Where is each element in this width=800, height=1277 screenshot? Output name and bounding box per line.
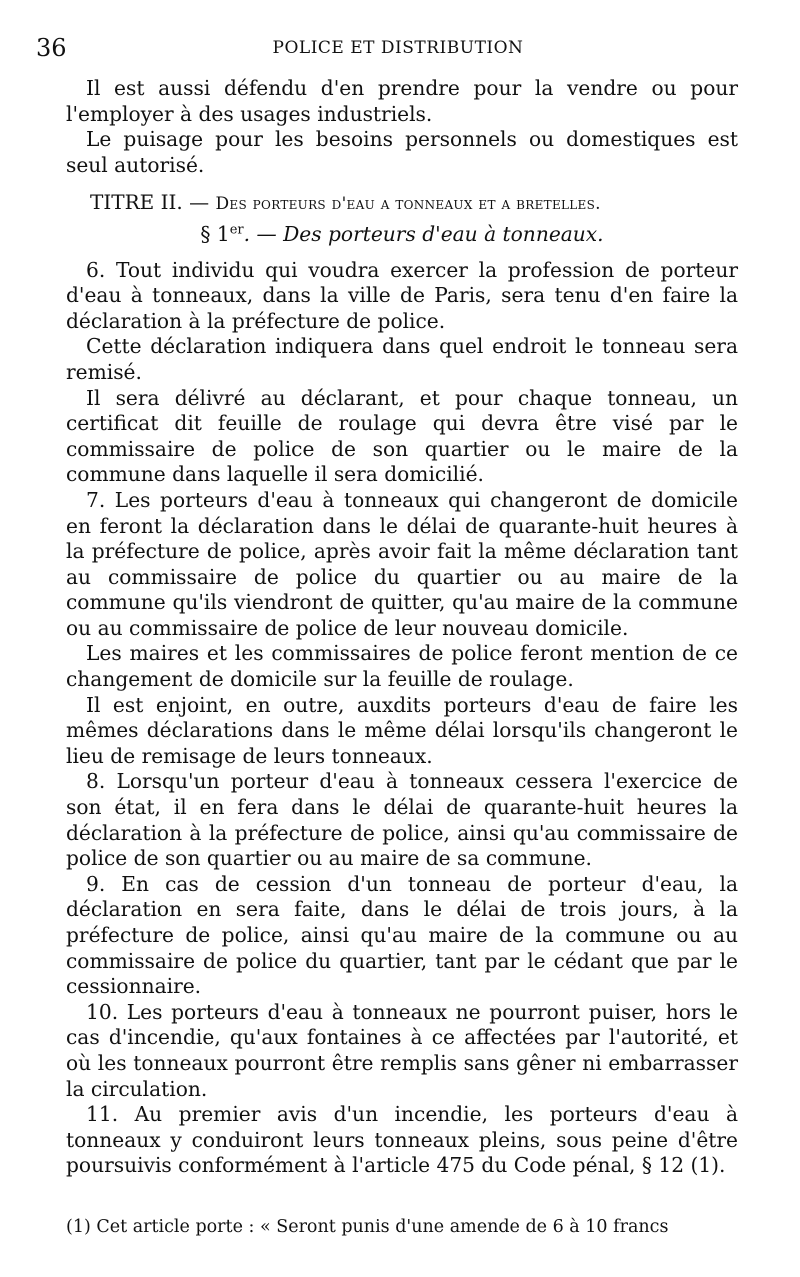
running-head: POLICE ET DISTRIBUTION — [272, 38, 524, 58]
page-body — [66, 76, 738, 1179]
article-7-mention: Les maires et les commissaires de police feront mention de ce changement de domicile sur la feuille de roulage. — [66, 641, 738, 692]
article-9: 9. En cas de cession d'un tonneau de porteur d'eau, la déclaration en sera faite, dans le délai de trois jours, à la préfecture de police, ainsi qu'au maire de la commune ou au commissaire de police du quartier, tant par le cédant que par le cessionnaire. — [66, 871, 738, 999]
section-prefix: § 1 — [200, 221, 230, 246]
page-header — [36, 34, 760, 68]
titre-text: Des porteurs d'eau a tonneaux et a bretelles. — [215, 194, 601, 215]
section-text: . — Des porteurs d'eau à tonneaux. — [243, 221, 604, 246]
section-heading — [66, 222, 738, 248]
article-11: 11. Au premier avis d'un incendie, les porteurs d'eau à tonneaux y conduiront leurs tonneaux pleins, sous peine d'être poursuivis conformément à l'article 475 du Code pénal, § 12 (1). — [66, 1102, 738, 1178]
article-8: 8. Lorsqu'un porteur d'eau à tonneaux cessera l'exercice de son état, il en fera dans le délai de quarante-huit heures la déclaration à la préfecture de police, ainsi qu'au commissaire de police de son quartier ou au maire de sa commune. — [66, 769, 738, 871]
page-number: 36 — [36, 34, 67, 62]
section-superscript: er — [229, 222, 244, 238]
article-7-remisage: Il est enjoint, en outre, auxdits porteurs d'eau de faire les mêmes déclarations dans le même délai lorsqu'ils changeront le lieu de remisage de leurs tonneaux. — [66, 692, 738, 768]
article-6: 6. Tout individu qui voudra exercer la profession de porteur d'eau à tonneaux, dans la ville de Paris, sera tenu d'en faire la déclaration à la préfecture de police. — [66, 257, 738, 333]
article-6-declaration: Cette déclaration indiquera dans quel endroit le tonneau sera remisé. — [66, 334, 738, 384]
paragraph-puisage: Le puisage pour les besoins personnels ou domestiques est seul autorisé. — [66, 127, 738, 177]
paragraph-defense-vente: Il est aussi défendu d'en prendre pour la vendre ou pour l'employer à des usages industriels. — [66, 76, 738, 126]
titre-heading — [66, 190, 738, 218]
article-7: 7. Les porteurs d'eau à tonneaux qui changeront de domicile en feront la déclaration dans le délai de quarante-huit heures à la préfecture de police, après avoir fait la même déclaration tant au commissaire de police du quartier ou au maire de la commune qu'ils viendront de quitter, qu'au maire de la commune ou au commissaire de police de leur nouveau domicile. — [66, 487, 738, 640]
article-6-certificat: Il sera délivré au déclarant, et pour chaque tonneau, un certificat dit feuille de roulage qui devra être visé par le commissaire de police de son quartier ou le maire de la commune dans laquelle il sera domicilié. — [66, 385, 738, 487]
titre-label: TITRE II. — — [90, 190, 216, 215]
footnote: (1) Cet article porte : « Seront punis d'une amende de 6 à 10 francs — [66, 1217, 669, 1237]
article-10: 10. Les porteurs d'eau à tonneaux ne pourront puiser, hors le cas d'incendie, qu'aux fontaines à ce affectées par l'autorité, et où les tonneaux pourront être remplis sans gêner ni embarrasser la circulation. — [66, 999, 738, 1101]
